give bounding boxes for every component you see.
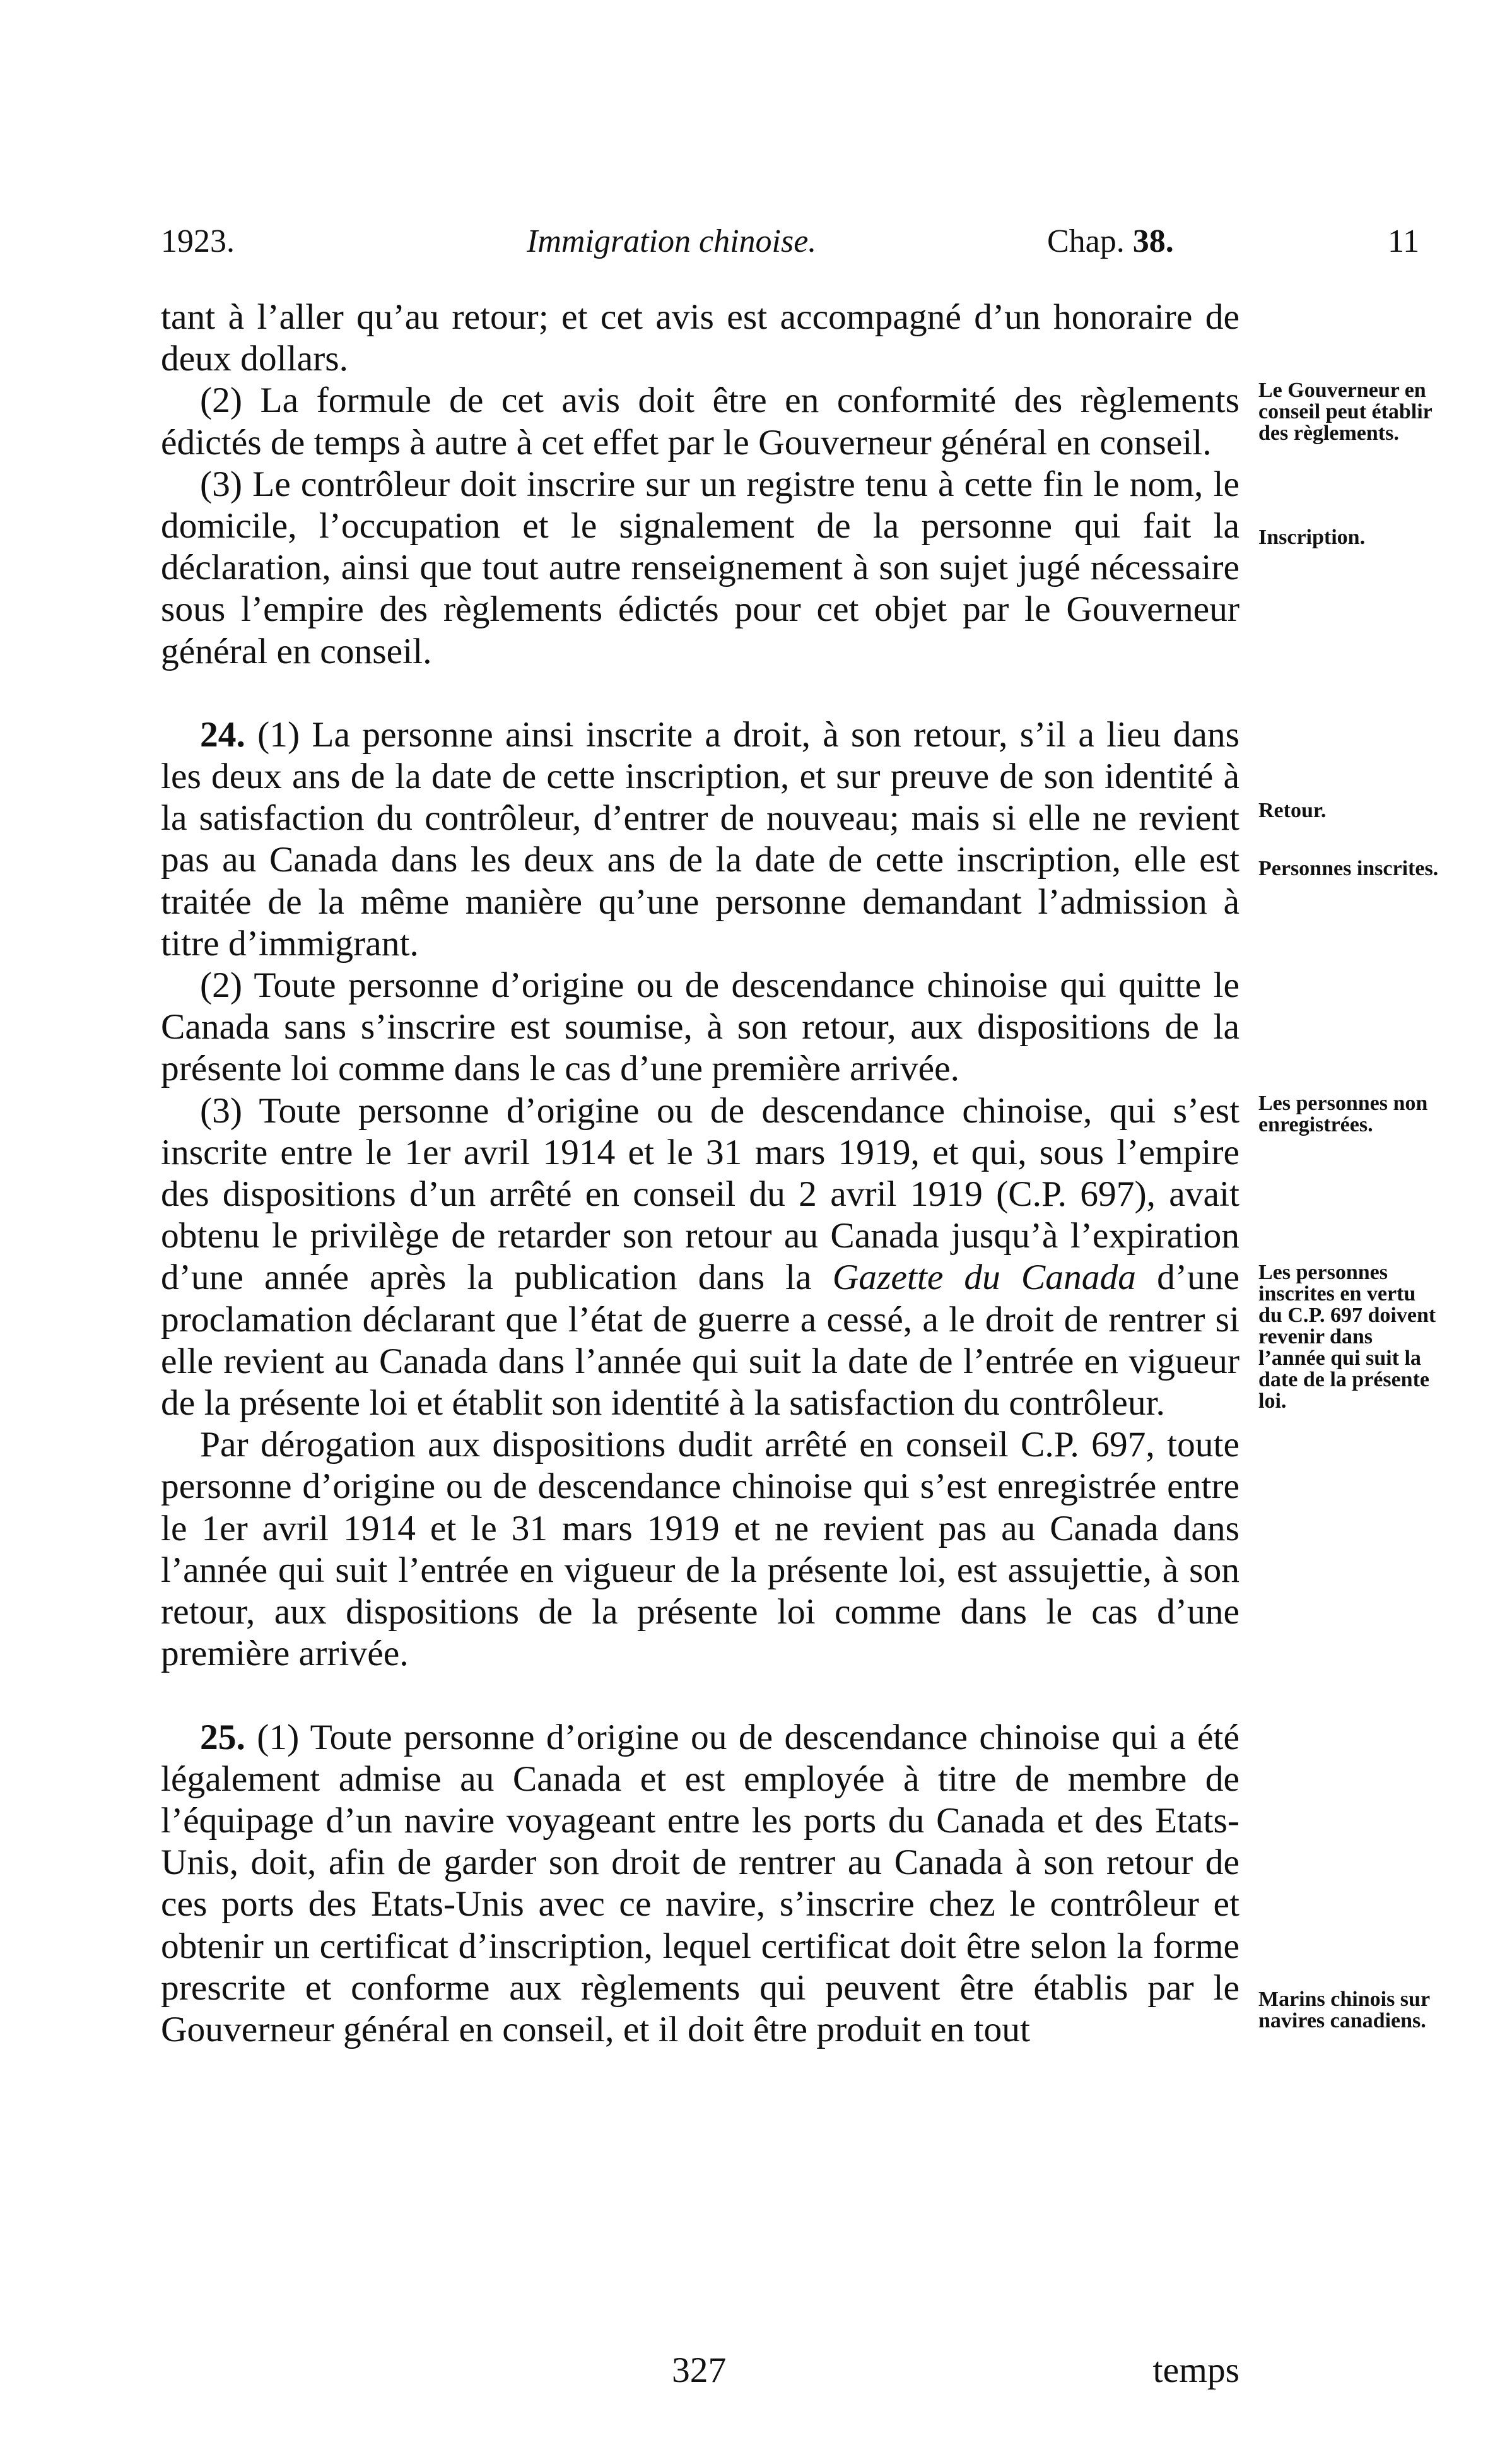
- section-25-1: [161, 1717, 1239, 2051]
- header-year: 1923.: [161, 223, 235, 259]
- paragraph-continuation: tant à l’aller qu’au retour; et cet avis est accompagné d’un honoraire de deux dollars.: [161, 297, 1239, 379]
- section-24-1-text: (1) La personne ainsi inscrite a droit, à son retour, s’il a lieu dans les deux ans de la date de cette inscription, et sur preuve de son identité à la satisfaction du contrôleur, d’entrer de nouveau; mais si elle ne revient pas au Canada dans les deux ans de la date de cette inscription, elle est traitée de la même manière qu’une personne demandant l’admission à titre d’immigrant.: [161, 714, 1239, 964]
- header-chapter: [1047, 213, 1174, 270]
- body-text: [161, 297, 1239, 2051]
- margin-note-inscription: Inscription.: [1258, 526, 1366, 549]
- paragraph-23-3: (3) Le contrôleur doit inscrire sur un registre tenu à cette fin le nom, le domicile, l’occupation et le signalement de la personne qui fait la déclaration, ainsi que tout autre renseignement à son sujet jugé nécessaire sous l’empire des règlements édictés pour cet objet par le Gouverneur général en conseil.: [161, 464, 1239, 671]
- paragraph-24-2: (2) Toute personne d’origine ou de descendance chinoise qui quitte le Canada sans s’inscrire est soumise, à son retour, aux dispositions de la présente loi comme dans le cas d’une première arrivée.: [161, 965, 1239, 1089]
- section-number-25: 25.: [200, 1717, 245, 1757]
- header-page-number: 11: [1388, 223, 1420, 259]
- paragraph-24-3-end: d’une proclamation déclarant que l’état de guerre a cessé, a le droit de rentrer si elle revient au Canada dans l’année qui suit la date de l’entrée en vigueur de la présente loi et établit son identité à la satisfaction du contrôleur.: [161, 1258, 1240, 1423]
- margin-note-inscrites-cp: Les personnes inscrites en vertu du C.P. 697 doivent revenir dans l’année qui suit la date de la présente loi.: [1258, 1261, 1436, 1413]
- running-header: [161, 213, 1422, 270]
- paragraph-24-3-text: (3) Toute personne d’origine ou de descendance chinoise, qui s’est inscrite entre le 1er avril 1914 et le 31 mars 1919, et qui, sous l’empire des dispositions d’un arrêté en conseil du 2 avril 1919 (C.P. 697), avait obtenu le privilège de retarder son retour au Canada jusqu’à l’expiration d’une année après la publication dans la: [161, 1090, 1239, 1298]
- margin-note-gouverneur: Le Gouverneur en conseil peut établir des règlements.: [1258, 379, 1433, 445]
- paragraph-24-3: [161, 1090, 1239, 1425]
- header-title: Immigration chinoise.: [527, 223, 817, 259]
- margin-note-marins: Marins chinois sur navires canadiens.: [1258, 1988, 1430, 2032]
- section-number-24: 24.: [200, 714, 245, 755]
- margin-note-personnes-inscrites: Personnes inscrites.: [1258, 857, 1439, 880]
- catchword: temps: [1152, 2350, 1239, 2390]
- page-footer: [161, 2349, 1239, 2393]
- chapter-number: 38.: [1132, 223, 1174, 259]
- margin-note-retour: Retour.: [1258, 799, 1327, 822]
- paragraph-24-4: Par dérogation aux dispositions dudit arrêté en conseil C.P. 697, toute personne d’origine ou de descendance chinoise qui s’est enregistrée entre le 1er avril 1914 et le 31 mars 1919 et ne revient pas au Canada dans l’année qui suit l’entrée en vigueur de la présente loi, est assujettie, à son retour, aux dispositions de la présente loi comme dans le cas d’une première arrivée.: [161, 1425, 1239, 1674]
- margin-note-non-enregistrees: Les personnes non enregistrées.: [1258, 1092, 1428, 1136]
- section-24-1: [161, 714, 1239, 965]
- chapter-label: Chap.: [1047, 223, 1125, 259]
- paragraph-23-2: (2) La formule de cet avis doit être en conformité des règlements édictés de temps à autre à cet effet par le Gouverneur général en conseil.: [161, 380, 1239, 463]
- footer-page-number: 327: [672, 2350, 727, 2390]
- gazette-title: Gazette du Canada: [832, 1258, 1137, 1298]
- section-25-1-text: (1) Toute personne d’origine ou de descendance chinoise qui a été légalement admise au Canada et est employée à titre de membre de l’équipage d’un navire voyageant entre les ports du Canada et des Etats-Unis, doit, afin de garder son droit de rentrer au Canada à son retour de ces ports des Etats-Unis avec ce navire, s’inscrire chez le contrôleur et obtenir un certificat d’inscription, lequel certificat doit être selon la forme prescrite et conforme aux règlements qui peuvent être établis par le Gouverneur général en conseil, et il doit être produit en tout: [161, 1717, 1239, 2049]
